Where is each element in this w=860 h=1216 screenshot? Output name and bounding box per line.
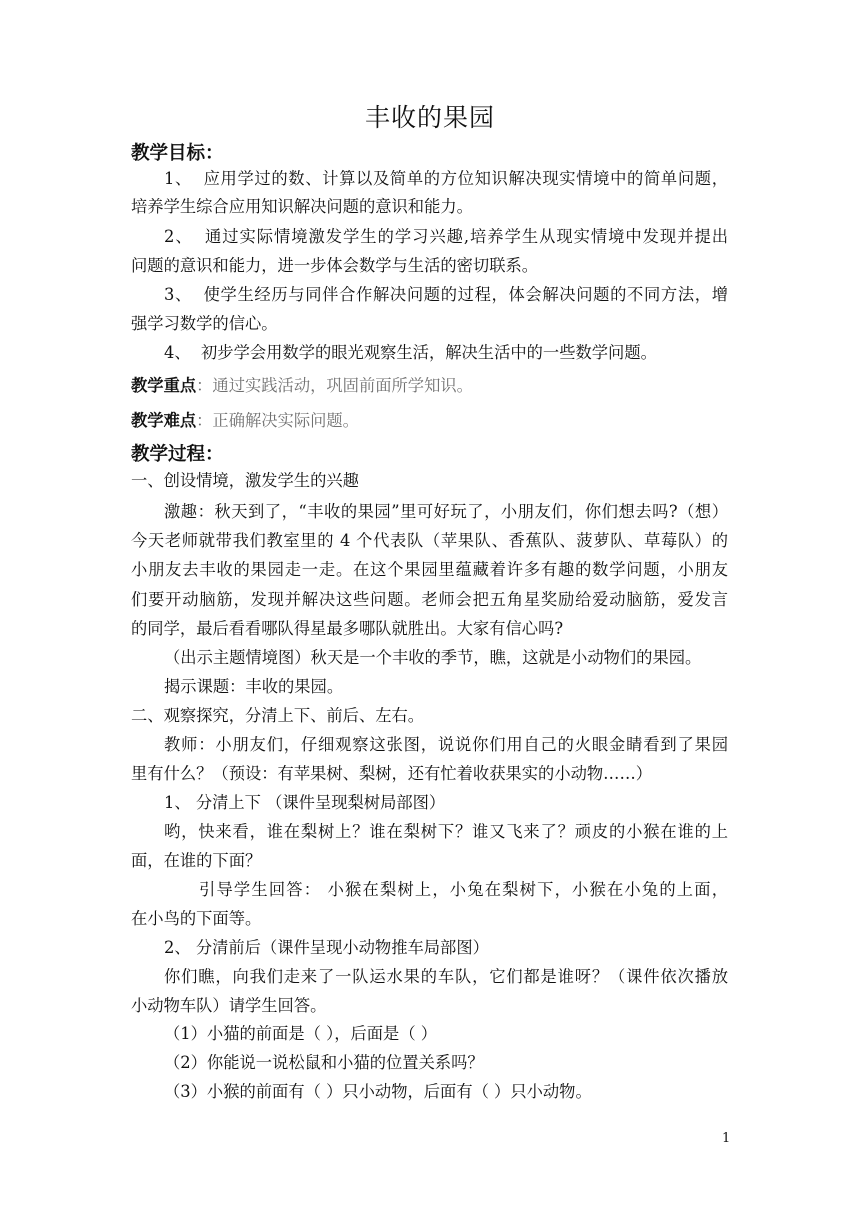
difficulty-label: 教学难点: [131, 411, 197, 430]
goal-4-line-1: 4、 初步学会用数学的眼光观察生活，解决生活中的一些数学问题。: [164, 343, 657, 362]
section-1-para-1-line-3: 小朋友去丰收的果园走一走。在这个果园里蕴藏着许多有趣的数学问题，小朋友: [131, 560, 728, 579]
key-point-label: 教学重点: [131, 376, 197, 395]
section-1-para-1-line-5: 的同学，最后看看哪队得星最多哪队就胜出。大家有信心吗?: [131, 619, 564, 638]
key-point: [131, 376, 473, 396]
goals-heading: 教学目标：: [131, 143, 224, 164]
goal-3-line-1: 3、 使学生经历与同伴合作解决问题的过程，体会解决问题的不同方法，增: [164, 285, 728, 304]
difficulty: [131, 411, 359, 431]
section-1-title: 一、创设情境，激发学生的兴趣: [131, 471, 359, 490]
sub-1-answer-line-1: 引导学生回答： 小猴在梨树上，小兔在梨树下，小猴在小兔的上面，: [199, 880, 728, 899]
process-heading: 教学过程：: [131, 444, 224, 465]
key-point-text: ：通过实践活动，巩固前面所学知识。: [196, 376, 473, 395]
section-1-para-1-line-2: 今天老师就带我们教室里的 4 个代表队（苹果队、香蕉队、菠萝队、草莓队）的: [131, 531, 728, 550]
sub-2-item-3: （3）小猴的前面有（ ）只小动物，后面有（ ）只小动物。: [164, 1082, 592, 1101]
goal-3-line-2: 强学习数学的信心。: [131, 314, 278, 333]
section-1-para-3: 揭示课题：丰收的果园。: [164, 677, 344, 696]
goal-1-line-2: 培养学生综合应用知识解决问题的意识和能力。: [131, 197, 473, 216]
goal-2-line-1: 2、 通过实际情境激发学生的学习兴趣,培养学生从现实情境中发现并提出: [164, 227, 728, 246]
section-2-intro-line-2: 里有什么？（预设：有苹果树、梨树，还有忙着收获果实的小动物……）: [131, 764, 653, 783]
sub-2-question-line-2: 小动物车队）请学生回答。: [131, 996, 327, 1015]
goal-1-line-1: 1、 应用学过的数、计算以及简单的方位知识解决现实情境中的简单问题，: [164, 169, 728, 188]
section-2-title: 二、观察探究，分清上下、前后、左右。: [131, 706, 425, 725]
page-number: 1: [722, 1131, 731, 1146]
difficulty-text: ：正确解决实际问题。: [196, 411, 359, 430]
sub-2-item-2: （2）你能说一说松鼠和小猫的位置关系吗？: [164, 1053, 484, 1072]
section-1-para-1-line-4: 们要开动脑筋，发现并解决这些问题。老师会把五角星奖励给爱动脑筋，爱发言: [131, 590, 728, 609]
sub-2-question-line-1: 你们瞧，向我们走来了一队运水果的车队，它们都是谁呀？（课件依次播放: [164, 967, 728, 986]
sub-1-question-line-2: 面，在谁的下面？: [131, 851, 262, 870]
document-title: 丰收的果园: [364, 103, 495, 132]
sub-1-answer-line-2: 在小鸟的下面等。: [131, 909, 262, 928]
section-1-para-2: （出示主题情境图）秋天是一个丰收的季节，瞧，这就是小动物们的果园。: [164, 648, 702, 667]
sub-2-title: 2、 分清前后（课件呈现小动物推车局部图）: [164, 938, 489, 957]
sub-2-item-1: （1）小猫的前面是（ ），后面是（ ）: [164, 1024, 438, 1043]
sub-1-question-line-1: 哟，快来看，谁在梨树上？谁在梨树下？谁又飞来了？顽皮的小猴在谁的上: [164, 822, 728, 841]
section-1-para-1-line-1: 激趣：秋天到了，“丰收的果园”里可好玩了，小朋友们，你们想去吗?（想）: [164, 502, 728, 521]
section-2-intro-line-1: 教师：小朋友们，仔细观察这张图，说说你们用自己的火眼金睛看到了果园: [164, 735, 728, 754]
goal-2-line-2: 问题的意识和能力，进一步体会数学与生活的密切联系。: [131, 256, 539, 275]
sub-1-title: 1、 分清上下 （课件呈现梨树局部图）: [164, 793, 446, 812]
